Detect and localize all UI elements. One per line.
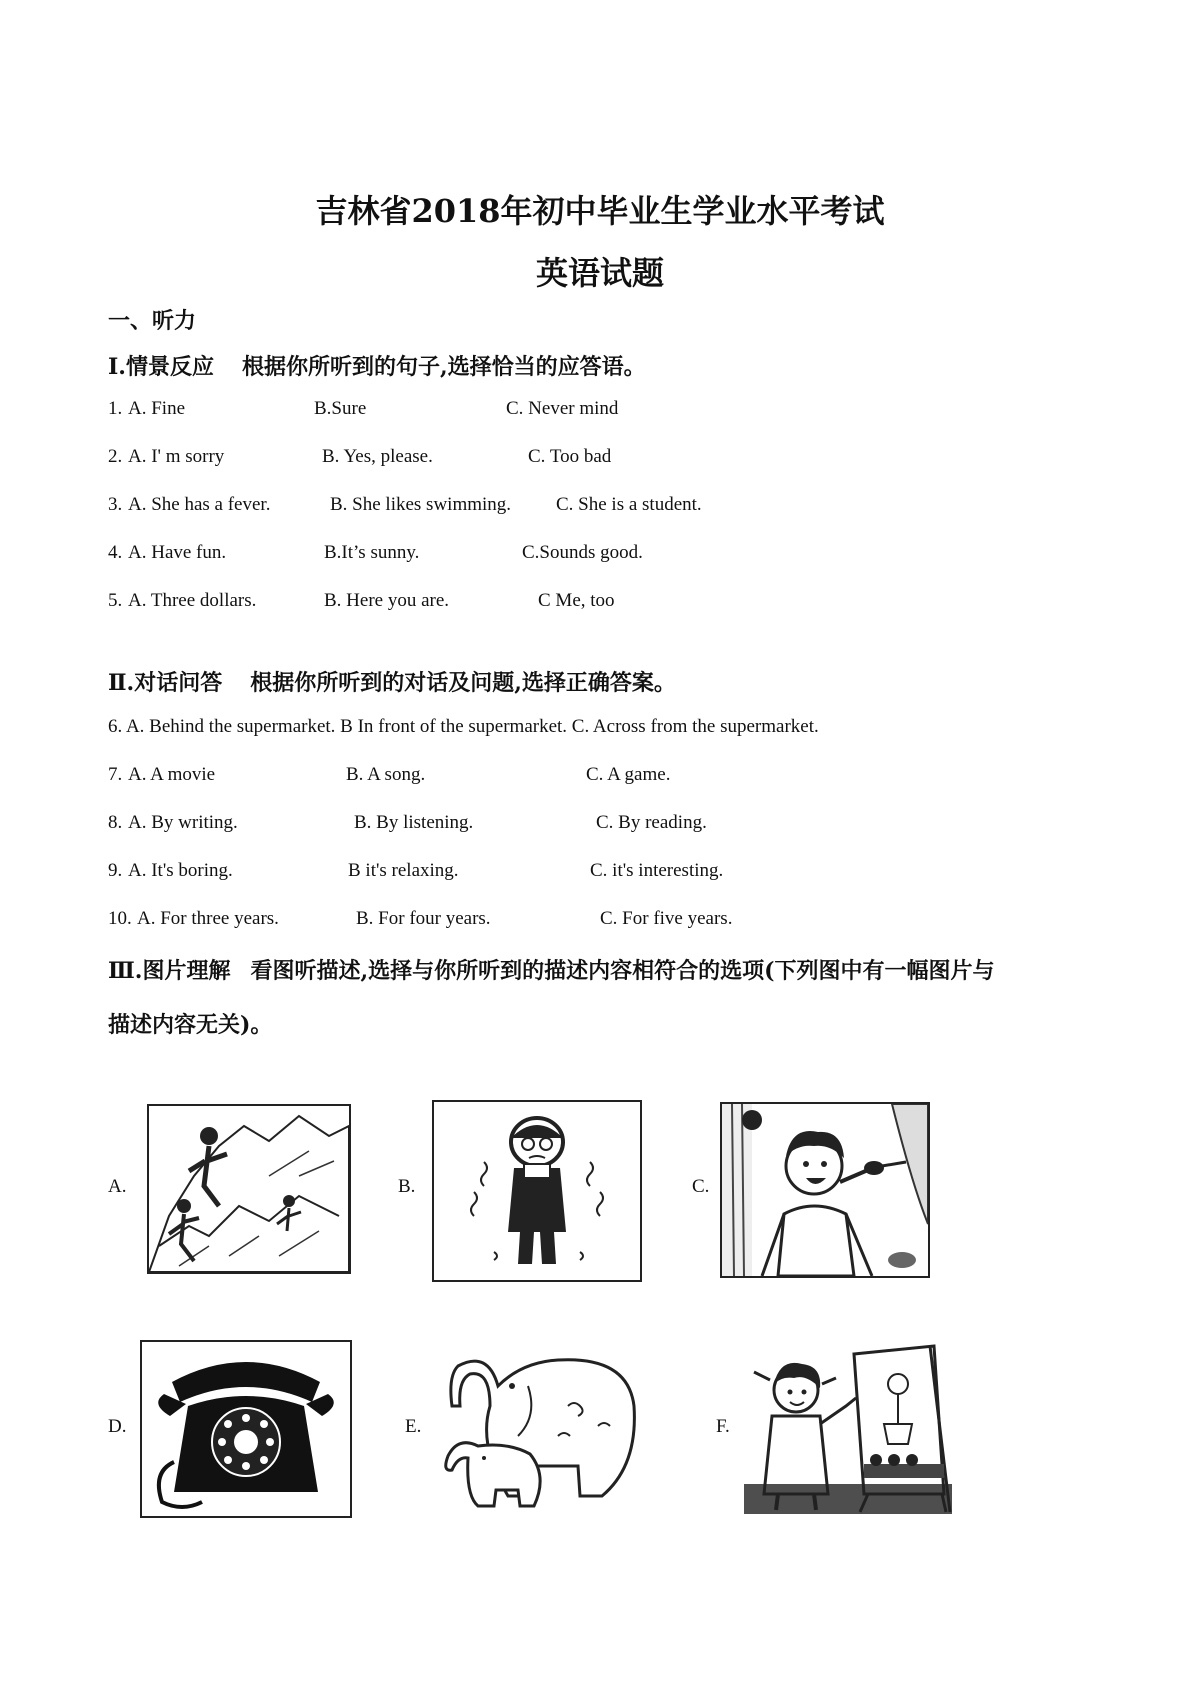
telephone-icon [142, 1342, 350, 1516]
option-a: A. She has a fever. [128, 494, 271, 515]
option-c: C. Never mind [506, 398, 619, 419]
part3-title: Ⅲ.图片理解 [108, 958, 231, 984]
option-c: C. She is a student. [556, 494, 702, 515]
option-a: A. I' m sorry [128, 446, 225, 467]
option-c: C. By reading. [596, 812, 707, 833]
option-b: B. A song. [346, 764, 426, 785]
picture-label-f: F. [716, 1416, 730, 1437]
mountain-icon [149, 1106, 349, 1272]
elephant-icon [438, 1346, 642, 1512]
option-c: C. A game. [586, 764, 671, 785]
option-a: A. A movie [128, 764, 216, 785]
question-number: 3. [108, 494, 123, 515]
part3-instruction: 看图听描述,选择与你所听到的描述内容相符合的选项(下列图中有一幅图片与 [250, 958, 995, 984]
elephants-illustration [436, 1344, 644, 1514]
option-b: B. By listening. [354, 812, 474, 833]
question-number: 4. [108, 542, 123, 563]
part1-title: Ⅰ.情景反应 [108, 354, 214, 380]
option-a: A. Three dollars. [128, 590, 257, 611]
question-row: 6. A. Behind the supermarket. B In front of the supermarket. C. Across from the supermarket. [108, 716, 819, 737]
part2-heading [108, 666, 676, 697]
question-number: 8. [108, 812, 123, 833]
picture-label-c: C. [692, 1176, 710, 1197]
option-a: A. Fine [128, 398, 185, 419]
part3-heading [108, 954, 1108, 985]
part3-instruction-cont: 描述内容无关)。 [108, 1012, 273, 1038]
option-c: C. it's interesting. [590, 860, 724, 881]
option-b: B. For four years. [356, 908, 491, 929]
option-b: B. She likes swimming. [330, 494, 512, 515]
mountain-climbers-illustration [147, 1104, 351, 1274]
section-heading: 一、听力 [108, 308, 197, 334]
singing-boy-illustration [720, 1102, 930, 1278]
painting-icon [744, 1344, 952, 1514]
picture-label-a: A. [108, 1176, 127, 1197]
picture-label-e: E. [405, 1416, 422, 1437]
shivering-person-illustration [432, 1100, 642, 1282]
option-c: C.Sounds good. [522, 542, 643, 563]
option-a: A. By writing. [128, 812, 238, 833]
question-number: 5. [108, 590, 123, 611]
option-b: B. Here you are. [324, 590, 450, 611]
picture-label-b: B. [398, 1176, 416, 1197]
part2-instruction: 根据你所听到的对话及问题,选择正确答案。 [250, 670, 676, 696]
exam-subtitle: 英语试题 [535, 254, 664, 292]
microphone-icon [722, 1104, 928, 1276]
exam-title: 吉林省2018年初中毕业生学业水平考试 [315, 192, 885, 230]
option-b: B.Sure [314, 398, 367, 419]
part2-title: Ⅱ.对话问答 [108, 670, 223, 696]
option-b: B.It’s sunny. [324, 542, 420, 563]
option-b: B. Yes, please. [322, 446, 433, 467]
option-a: A. Have fun. [128, 542, 227, 563]
option-c: C. For five years. [600, 908, 733, 929]
picture-label-d: D. [108, 1416, 127, 1437]
question-number: 2. [108, 446, 123, 467]
question-number: 9. [108, 860, 123, 881]
option-c: C. Too bad [528, 446, 612, 467]
option-b: B it's relaxing. [348, 860, 459, 881]
painting-girl-illustration [742, 1342, 954, 1516]
option-c: C Me, too [538, 590, 615, 611]
part1-instruction: 根据你所听到的句子,选择恰当的应答语。 [241, 354, 646, 380]
option-a: A. For three years. [137, 908, 279, 929]
option-a: A. It's boring. [128, 860, 233, 881]
question-number: 10. [108, 908, 132, 929]
rotary-telephone-illustration [140, 1340, 352, 1518]
cold-person-icon [434, 1102, 640, 1280]
question-number: 1. [108, 398, 123, 419]
question-number: 7. [108, 764, 123, 785]
part1-heading [108, 350, 646, 381]
